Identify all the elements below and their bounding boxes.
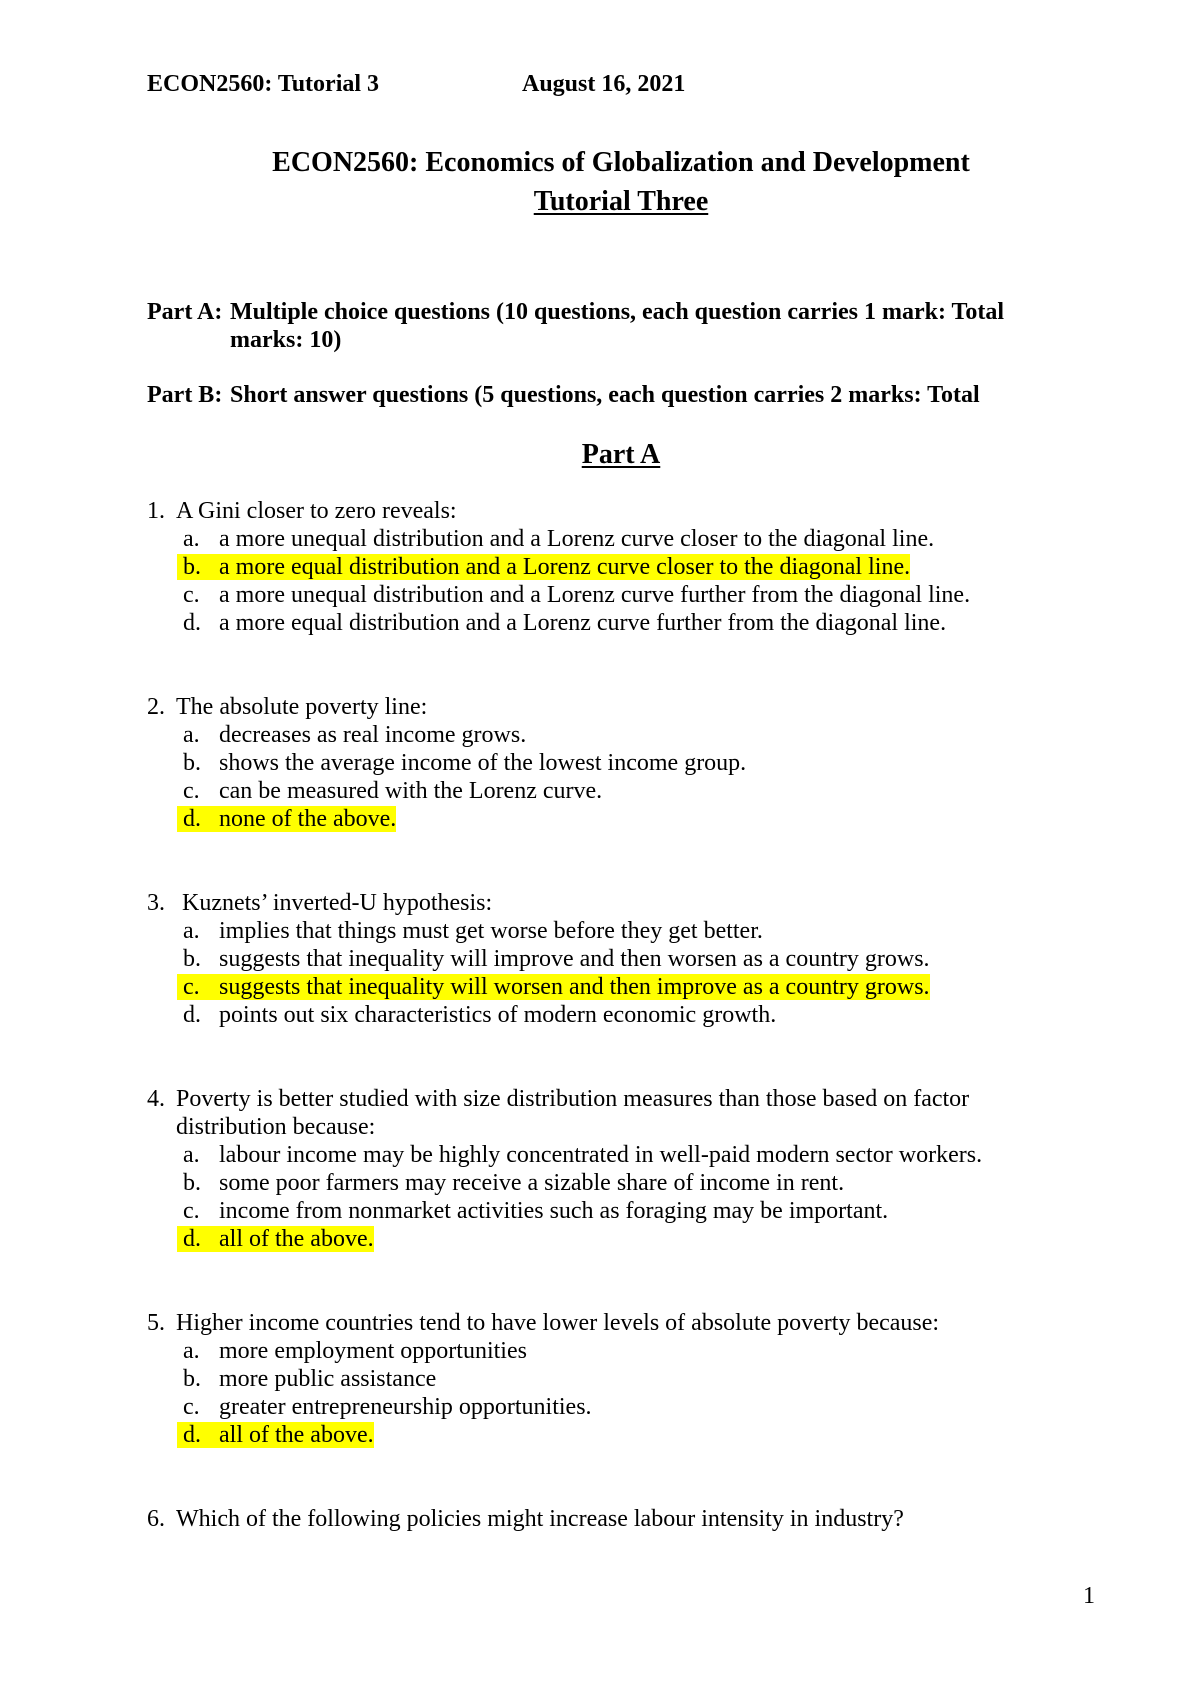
option-letter: b. bbox=[183, 554, 201, 580]
question-line: A Gini closer to zero reveals: bbox=[176, 498, 457, 524]
option-text: greater entrepreneurship opportunities. bbox=[219, 1394, 592, 1420]
option-text: income from nonmarket activities such as foraging may be important. bbox=[219, 1198, 889, 1224]
option-b bbox=[147, 1365, 1095, 1393]
option-highlight bbox=[177, 750, 746, 776]
question-line: Kuznets’ inverted-U hypothesis: bbox=[182, 890, 493, 916]
section-heading bbox=[147, 438, 1095, 472]
option-letter: a. bbox=[183, 1142, 200, 1168]
option-d bbox=[147, 1001, 1095, 1029]
option-text: can be measured with the Lorenz curve. bbox=[219, 778, 603, 804]
option-text: none of the above. bbox=[219, 806, 397, 832]
option-letter: d. bbox=[183, 1002, 201, 1028]
option-highlight bbox=[177, 1170, 844, 1196]
question-stem bbox=[147, 1505, 1095, 1533]
question-stem bbox=[147, 497, 1095, 525]
question-number: 3. bbox=[147, 890, 165, 916]
question-3 bbox=[147, 889, 1095, 1029]
question-number: 4. bbox=[147, 1086, 165, 1112]
option-letter: a. bbox=[183, 526, 200, 552]
option-highlight bbox=[177, 1394, 592, 1420]
option-c bbox=[147, 1197, 1095, 1225]
option-b bbox=[147, 945, 1095, 973]
option-letter: b. bbox=[183, 750, 201, 776]
option-text: a more unequal distribution and a Lorenz curve further from the diagonal line. bbox=[219, 582, 971, 608]
option-highlight bbox=[177, 974, 930, 1000]
option-letter: b. bbox=[183, 1366, 201, 1392]
option-text: a more equal distribution and a Lorenz curve closer to the diagonal line. bbox=[219, 554, 911, 580]
question-text bbox=[176, 1505, 1095, 1533]
option-text: more public assistance bbox=[219, 1366, 437, 1392]
option-letter: a. bbox=[183, 918, 200, 944]
overview-label: Part A: bbox=[147, 299, 223, 325]
option-letter: c. bbox=[183, 582, 200, 608]
option-d bbox=[147, 609, 1095, 637]
question-6 bbox=[147, 1505, 1095, 1533]
option-highlight bbox=[177, 1002, 776, 1028]
option-highlight bbox=[177, 1226, 374, 1252]
overview-text bbox=[230, 381, 1095, 409]
question-5 bbox=[147, 1309, 1095, 1449]
option-highlight bbox=[177, 1366, 436, 1392]
option-letter: c. bbox=[183, 974, 200, 1000]
option-highlight bbox=[177, 806, 396, 832]
option-letter: d. bbox=[183, 1226, 201, 1252]
question-line: Which of the following policies might increase labour intensity in industry? bbox=[176, 1506, 904, 1532]
question-number: 6. bbox=[147, 1506, 165, 1532]
option-a bbox=[147, 917, 1095, 945]
question-line: distribution because: bbox=[176, 1114, 376, 1140]
option-letter: a. bbox=[183, 722, 200, 748]
running-header bbox=[147, 70, 1095, 98]
option-letter: c. bbox=[183, 778, 200, 804]
question-4 bbox=[147, 1085, 1095, 1253]
overview-part-b bbox=[147, 381, 1095, 409]
option-a bbox=[147, 525, 1095, 553]
option-highlight bbox=[177, 554, 910, 580]
overview-label: Part B: bbox=[147, 382, 223, 408]
option-a bbox=[147, 721, 1095, 749]
option-text: a more equal distribution and a Lorenz curve further from the diagonal line. bbox=[219, 610, 947, 636]
option-highlight bbox=[177, 582, 970, 608]
option-d bbox=[147, 1225, 1095, 1253]
option-text: more employment opportunities bbox=[219, 1338, 527, 1364]
question-stem bbox=[147, 889, 1095, 917]
question-text bbox=[176, 1309, 1095, 1337]
option-letter: a. bbox=[183, 1338, 200, 1364]
header-course: ECON2560: Tutorial 3 bbox=[147, 71, 380, 97]
option-text: labour income may be highly concentrated in well-paid modern sector workers. bbox=[219, 1142, 983, 1168]
section-heading-text: Part A bbox=[581, 439, 661, 470]
option-d bbox=[147, 805, 1095, 833]
option-text: suggests that inequality will improve and then worsen as a country grows. bbox=[219, 946, 930, 972]
option-letter: b. bbox=[183, 1170, 201, 1196]
document-subtitle bbox=[147, 185, 1095, 219]
option-b bbox=[147, 1169, 1095, 1197]
overview-line: Short answer questions (5 questions, each question carries 2 marks: Total bbox=[230, 382, 980, 408]
option-highlight bbox=[177, 1338, 527, 1364]
overview-line: Multiple choice questions (10 questions, each question carries 1 mark: Total bbox=[230, 299, 1005, 325]
option-highlight bbox=[177, 946, 930, 972]
option-text: all of the above. bbox=[219, 1226, 374, 1252]
option-b bbox=[147, 553, 1095, 581]
option-c bbox=[147, 777, 1095, 805]
question-line: The absolute poverty line: bbox=[176, 694, 428, 720]
question-stem bbox=[147, 1085, 1095, 1141]
option-c bbox=[147, 1393, 1095, 1421]
option-c bbox=[147, 973, 1095, 1001]
question-line: Poverty is better studied with size distribution measures than those based on factor bbox=[176, 1086, 970, 1112]
option-text: decreases as real income grows. bbox=[219, 722, 527, 748]
overview-line: marks: 10) bbox=[230, 327, 342, 353]
option-text: a more unequal distribution and a Lorenz curve closer to the diagonal line. bbox=[219, 526, 935, 552]
option-highlight bbox=[177, 778, 602, 804]
question-1 bbox=[147, 497, 1095, 637]
page-content bbox=[147, 0, 1095, 1533]
question-2 bbox=[147, 693, 1095, 833]
question-stem bbox=[147, 1309, 1095, 1337]
option-a bbox=[147, 1141, 1095, 1169]
option-text: suggests that inequality will worsen and then improve as a country grows. bbox=[219, 974, 930, 1000]
question-number: 1. bbox=[147, 498, 165, 524]
page-number: 1 bbox=[1083, 1583, 1095, 1609]
question-number: 2. bbox=[147, 694, 165, 720]
question-stem bbox=[147, 693, 1095, 721]
option-letter: c. bbox=[183, 1394, 200, 1420]
option-highlight bbox=[177, 1142, 982, 1168]
option-text: shows the average income of the lowest income group. bbox=[219, 750, 747, 776]
option-letter: d. bbox=[183, 1422, 201, 1448]
header-date: August 16, 2021 bbox=[522, 71, 686, 97]
option-d bbox=[147, 1421, 1095, 1449]
option-highlight bbox=[177, 1198, 888, 1224]
question-text bbox=[176, 1085, 1095, 1141]
option-highlight bbox=[177, 526, 934, 552]
question-text bbox=[176, 693, 1095, 721]
option-text: some poor farmers may receive a sizable share of income in rent. bbox=[219, 1170, 845, 1196]
option-b bbox=[147, 749, 1095, 777]
option-text: all of the above. bbox=[219, 1422, 374, 1448]
question-number: 5. bbox=[147, 1310, 165, 1336]
option-text: implies that things must get worse before they get better. bbox=[219, 918, 763, 944]
option-c bbox=[147, 581, 1095, 609]
option-highlight bbox=[177, 918, 763, 944]
option-letter: c. bbox=[183, 1198, 200, 1224]
overview-part-a bbox=[147, 298, 1095, 354]
option-a bbox=[147, 1337, 1095, 1365]
document-title: ECON2560: Economics of Globalization and Development bbox=[272, 147, 970, 178]
option-letter: d. bbox=[183, 610, 201, 636]
question-text bbox=[176, 497, 1095, 525]
option-letter: d. bbox=[183, 806, 201, 832]
subtitle-text: Tutorial Three bbox=[533, 186, 709, 217]
question-text bbox=[176, 889, 1095, 917]
question-line: Higher income countries tend to have lower levels of absolute poverty because: bbox=[176, 1310, 940, 1336]
option-letter: b. bbox=[183, 946, 201, 972]
option-highlight bbox=[177, 610, 946, 636]
option-highlight bbox=[177, 1422, 374, 1448]
option-highlight bbox=[177, 722, 526, 748]
option-text: points out six characteristics of modern economic growth. bbox=[219, 1002, 777, 1028]
overview-text bbox=[230, 298, 1095, 354]
